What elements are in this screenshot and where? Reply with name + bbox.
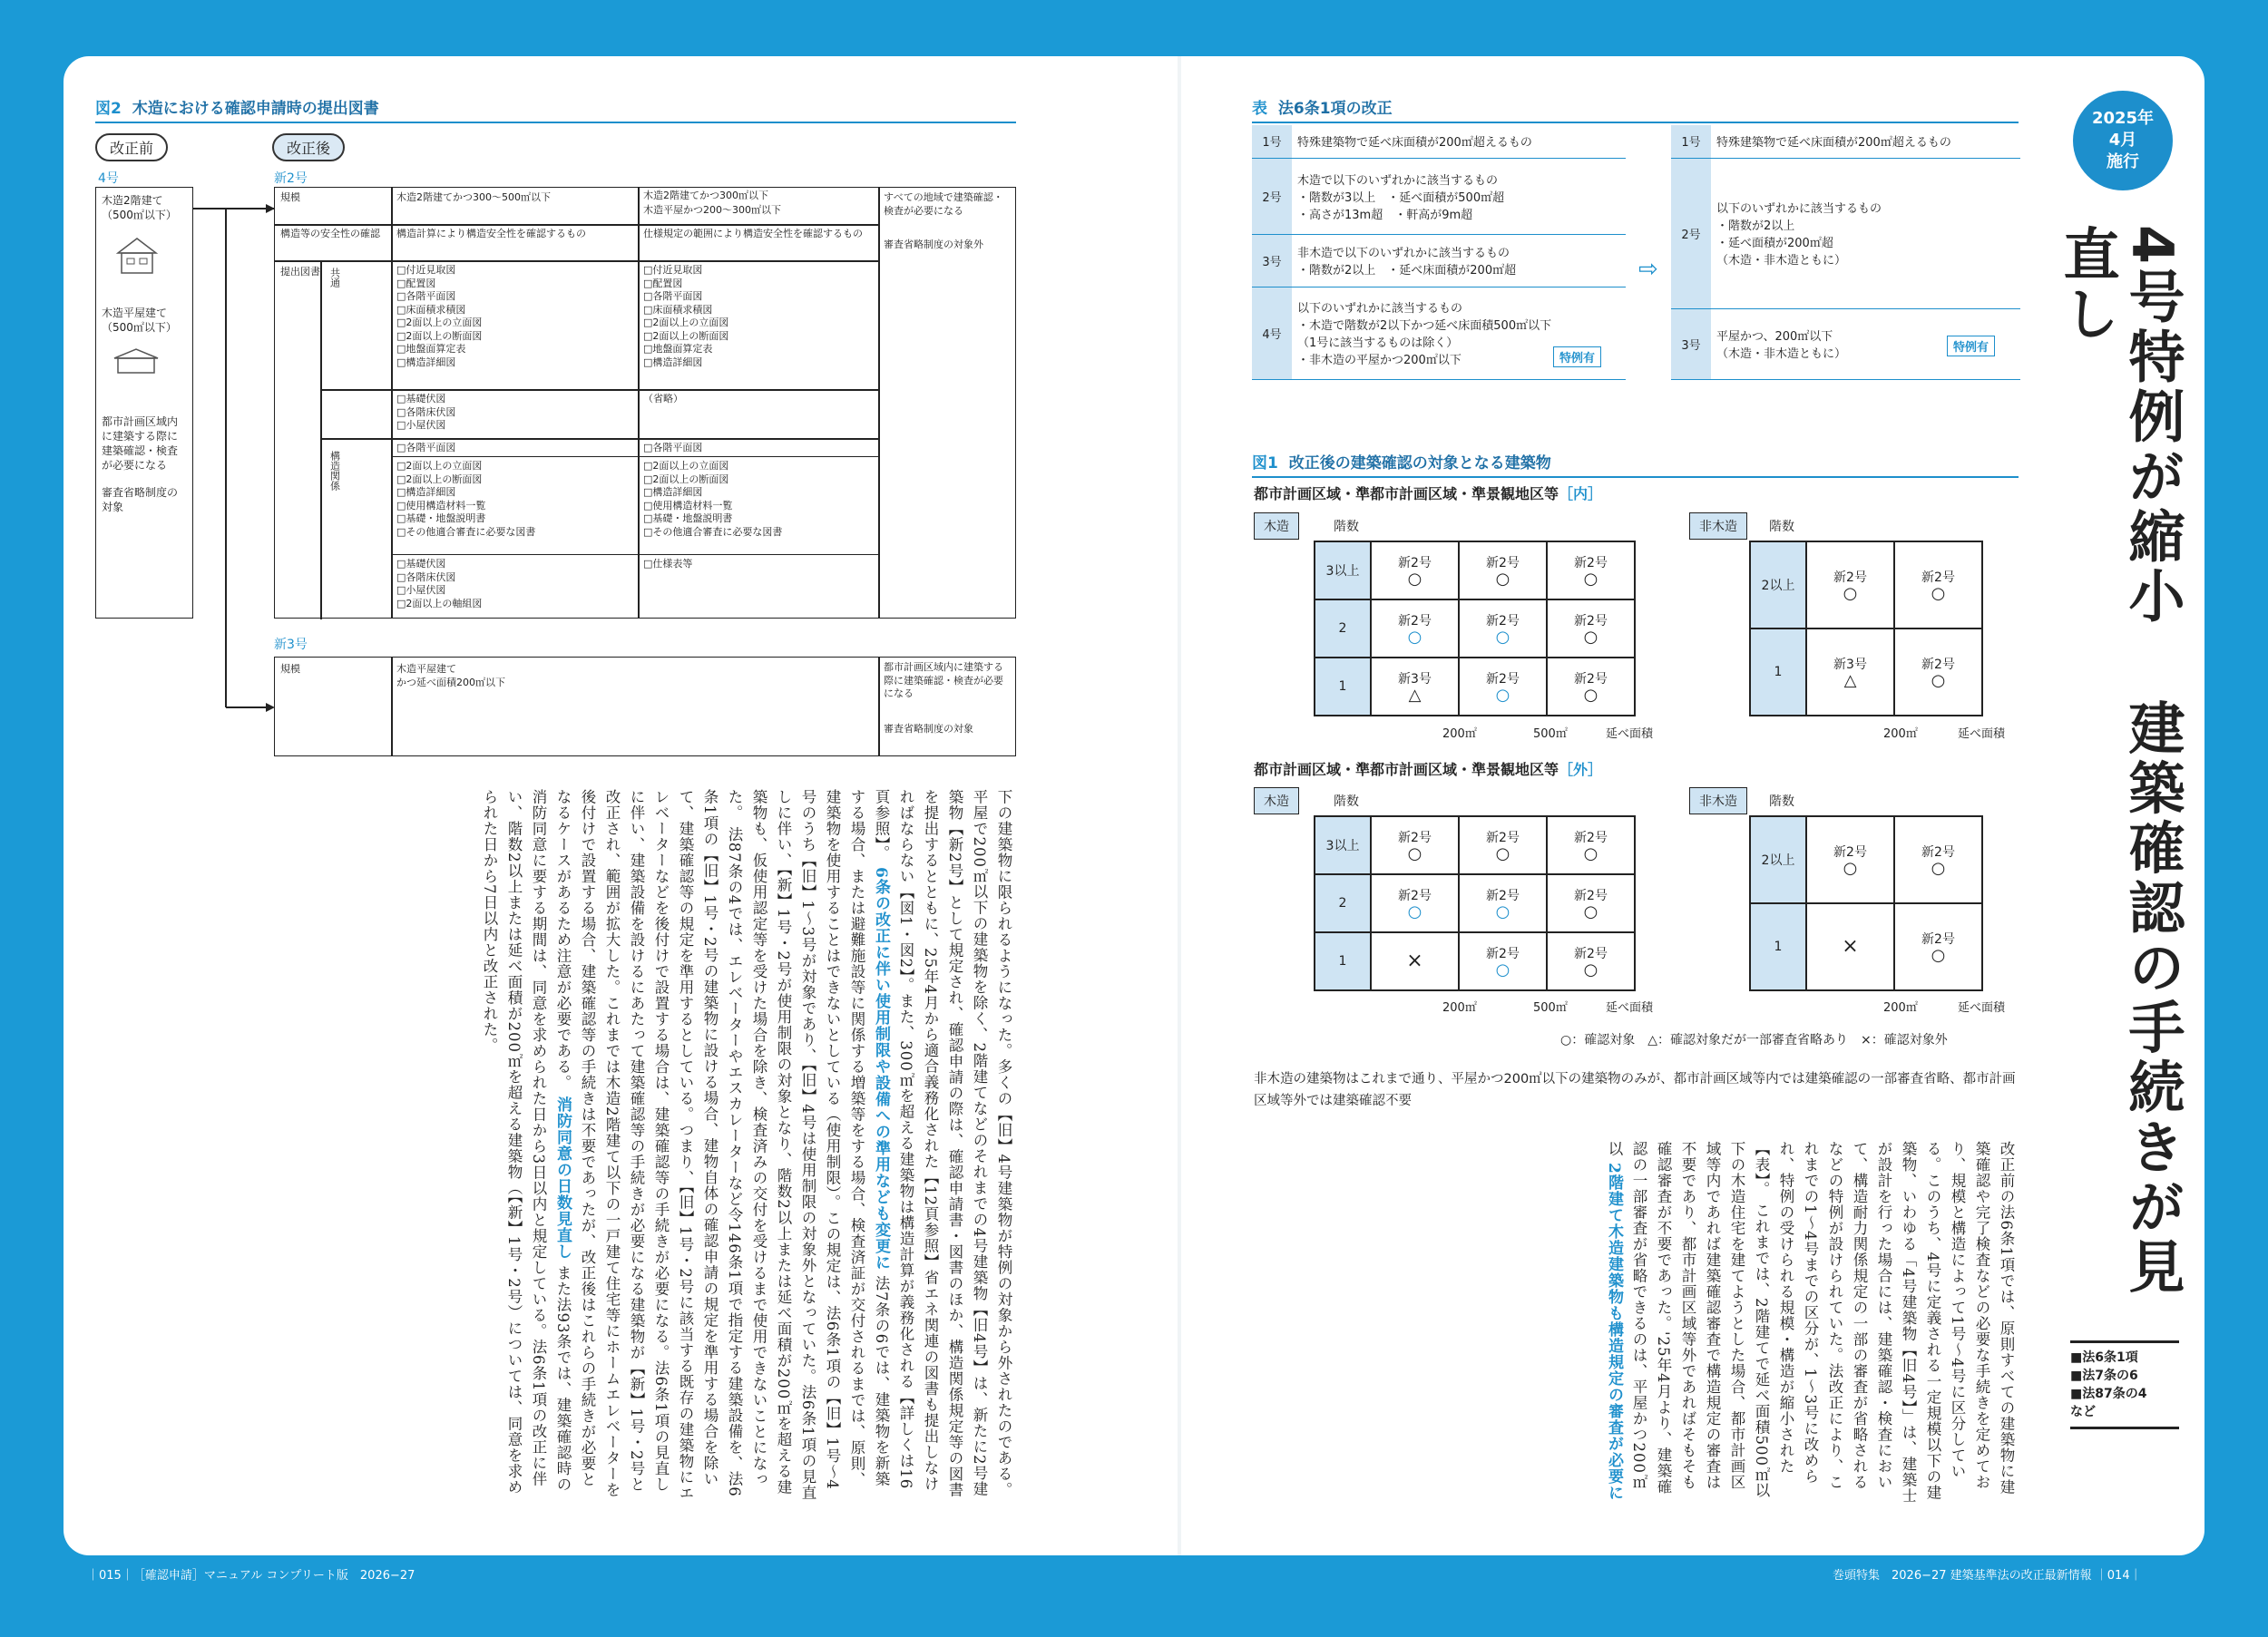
law6-before-table [1252,125,1626,380]
footer-left: ｜015｜［確認申請］マニュアル コンプリート版 2026−27 [87,1569,415,1583]
iw-c: 新2号 [1398,614,1432,628]
in-mark: ［内］ [1559,485,1603,502]
n3-c3a: 都市計画区域内に建築する際に建築確認・検査が必要になる [884,661,1003,699]
ow-m: ○ [1495,844,1510,863]
n2-list-common: □付近見取図 □配置図 □各階平面図 □床面積求積図 □2面以上の立面図 □2面以上の断面図 □地盤面算定表 □構造詳細図 [396,264,483,368]
n2-kibo: 規模 [280,191,300,203]
table-number: 表 [1252,100,1267,118]
arrows [193,181,275,726]
inw-m: △ [1843,671,1857,690]
out-mark: ［外］ [1559,761,1603,778]
inw-m: ○ [1931,671,1946,690]
iw-r2: 2 [1315,599,1371,658]
iw-m: ○ [1583,570,1598,589]
lt-t1: 特殊建築物で延べ床面積が200㎡超えるもの [1292,125,1626,158]
onw-c: 新2号 [1921,932,1955,947]
onw-m: ○ [1843,859,1858,878]
ow-c: 新2号 [1574,831,1608,845]
before-pill: 改正前 [95,133,168,161]
iw-m: ○ [1583,686,1598,705]
ow-r3: 1 [1315,932,1371,990]
iw-m: ○ [1407,570,1422,589]
ow-r2: 2 [1315,874,1371,932]
n2-c2a: 木造2階建てかつ300㎡以下 [643,190,768,201]
badge-month: 4月 [2108,131,2137,150]
left-col4: また法93条では、建築確認時の消防同意に要する期間は、同意を求められた日から3日以内と規定している。法6条1項の改正に伴い、階数2以上または延べ面積が200㎡を超える建築物（【新】1号・2号）については、同意を求められた日から7日以内と改正された。 [481,789,572,1496]
ref-2: ■法7条の6 [2070,1369,2138,1383]
ow-m: ○ [1407,844,1422,863]
onw-c: 新2号 [1921,845,1955,860]
old-d: 審査省略制度の対象 [102,486,179,513]
fig2-heading [95,95,1016,123]
n2-list-fuse: □基礎伏図 □各階床伏図 □小屋伏図 [396,393,456,431]
n2-kozo3: □基礎伏図 □各階床伏図 □小屋伏図 □2面以上の軸組図 [396,558,483,609]
old-4go-label: 4号 [98,171,119,186]
right-body [1252,1141,2019,1504]
rt-n2: 2号 [1671,158,1711,308]
rt-t1: 特殊建築物で延べ床面積が200㎡超えるもの [1711,125,2020,158]
iw-r1: 3以上 [1315,541,1371,599]
iw-x2: 500㎡ [1533,727,1568,741]
fig1-legend: ○：確認対象 △：確認対象だが一部審査省略あり ×：確認対象外 [1560,1033,1948,1047]
in-region-label [1254,482,1602,503]
onw-r2: 1 [1750,903,1806,990]
right-col2: これまでは、2階建てで延べ面積500㎡以下の木造住宅を建てようとした場合、都市計画区域等内であれば建築確認審査で構造規定の審査は不要であり、都市計画区域等外であればそもそも確認審査が不要であった。'25年4月より、建築確認の一部審査が省略できるのは、平屋かつ200㎡以 [1606,1141,1770,1498]
two-story-house-icon [114,235,160,275]
ref-4: など [2070,1405,2096,1419]
in-wood-matrix [1314,541,1636,716]
enforcement-badge [2073,91,2173,190]
inw-x1: 200㎡ [1883,727,1918,741]
n2-kozo2: □2面以上の立面図 □2面以上の断面図 □構造詳細図 □使用構造材料一覧 □基礎・地盤説明書 □その他適合審査に必要な図書 [396,460,536,538]
in-nonwood-matrix [1749,541,1983,716]
table-heading [1252,95,2019,123]
arrow-right-icon: ⇨ [1638,256,1658,283]
iw-x1: 200㎡ [1442,727,1477,741]
n2-c1: 木造2階建てかつ300～500㎡以下 [396,191,551,203]
iw-m: △ [1408,686,1422,705]
table-title: 法6条1項の改正 [1277,100,1393,118]
new3-table [274,657,1016,756]
iw-m: ○ [1495,686,1510,705]
n2-c2b: 木造平屋かつ200～300㎡以下 [643,204,781,216]
left-heading-1: 6条の改正に伴い使用制限や設備への準用なども変更に [872,866,890,1271]
in-nonwood-floors: 階数 [1769,520,1794,534]
out-nonwood-matrix [1749,815,1983,991]
fig2-title: 木造における確認申請時の提出図書 [132,100,379,118]
ow-x1: 200㎡ [1442,1001,1477,1015]
ow-xlab: 延べ面積 [1606,1001,1654,1015]
out-wood-tag: 木造 [1254,787,1299,814]
in-wood-tag: 木造 [1254,512,1299,540]
inw-c: 新3号 [1833,658,1867,672]
ow-m: ○ [1583,844,1598,863]
iw-c: 新3号 [1398,672,1432,687]
fig1-note: 非木造の建築物はこれまで通り、平屋かつ200㎡以下の建築物のみが、都市計画区域等内では建築確認の一部審査省略、都市計画区域等外では建築確認不要 [1254,1072,2016,1108]
title-line1: 4号特例が縮小 [2119,225,2185,628]
inw-r1: 2以上 [1750,541,1806,628]
iw-c: 新2号 [1486,556,1520,570]
rt-n3: 3号 [1671,308,1711,379]
iw-c: 新2号 [1574,614,1608,628]
n2-kozo: 構造関係 [328,451,341,491]
inw-xlab: 延べ面積 [1958,727,2006,741]
lt-n1: 1号 [1252,125,1292,158]
lt-n4: 4号 [1252,287,1292,379]
n2-anzen: 構造等の安全性の確認 [280,228,380,239]
out-wood-floors: 階数 [1334,794,1359,809]
iw-c: 新2号 [1486,672,1520,687]
right-col1: 改正前の法6条1項では、原則すべての建築物に建築確認や完了検査などの必要な手続きを定めており、規模と構造によって1号～4号に区分している。このうち、4号に定義される一定規模以下の建築物、いわゆる「4号建築物【旧4号】」は、建築士が設計を行った場合には、建築確認・検査において、構造耐力関係規定の一部の審査が省略されるなどの特例が設けられていた。法改正により、これまでの1～4号までの区分が、1～3号に改められ、特例の受けられる規模・構造が縮小された【表】。 [1753,1141,2015,1504]
iw-r3: 1 [1315,658,1371,716]
badge-enforce: 施行 [2107,152,2139,171]
inw-c: 新2号 [1921,658,1955,672]
n2-kozo3b: □仕様表等 [643,558,693,570]
ow-m: ○ [1407,902,1422,921]
ow-c: 新2号 [1398,831,1432,845]
ow-m: ○ [1583,960,1598,979]
onw-m: ○ [1931,859,1946,878]
n2-shoryaku: （省略） [643,393,683,404]
left-col1: 下の建築物に限られるようになった。多くの【旧】4号建築物が特例の対象から外されたのである。平屋で200㎡以下の建築物を除く、2階建てなどのそれまでの4号建築物【旧4号】は、新たに2号建築物【新2号】として規定され、確認申請の際は、確認申請書・図書のほか、構造関係規定等の図書を提出するとともに、25年4月から適合義務化された【12頁参照】省エネ関連の図書も提出しなければならない【図1・図2】。また、300㎡を超える建築物は構造計算が義務化される【詳しくは16頁参照】。 [873,789,1012,1498]
n3-c3b: 審査省略制度の対象 [884,723,973,735]
n3-kibo: 規模 [280,663,300,675]
inw-m: ○ [1931,584,1946,603]
ow-c: 新2号 [1574,889,1608,903]
ow-c: 新2号 [1398,889,1432,903]
fig1-number: 図1 [1252,454,1278,473]
ow-c: 新2号 [1486,889,1520,903]
lt-t4: 以下のいずれかに該当するもの ・木造で階数が2以下かつ延べ床面積500㎡以下 （1号に該当するものは除く） ・非木造の平屋かつ200㎡以下 [1292,287,1626,379]
rt-t2: 以下のいずれかに該当するもの ・階数が2以上 ・延べ面積が200㎡超 （木造・非木造ともに） [1711,158,2020,308]
inw-r2: 1 [1750,628,1806,716]
ow-r1: 3以上 [1315,816,1371,874]
n2-kyotsu: 共通 [328,268,341,287]
n3-c1: 木造平屋建て かつ延べ面積200㎡以下 [396,663,505,688]
ow-c: 新2号 [1486,831,1520,845]
onw-xlab: 延べ面積 [1958,1001,2006,1015]
old-4go-box [95,187,193,619]
fig2-number: 図2 [95,100,122,118]
footer-right: 巻頭特集 2026−27 建築基準法の改正最新情報 ｜014｜ [1833,1569,2142,1583]
right-heading-1: 2階建て木造建築物も構造規定の審査が必要に [1605,1162,1623,1501]
inw-m: ○ [1843,584,1858,603]
old-c: 都市計画区域内に建築する際に建築確認・検査が必要になる [102,415,179,472]
old-a1: 木造2階建て [102,194,163,207]
n2-kozo1: □各階平面図 [396,442,456,453]
fig1-title: 改正後の建築確認の対象となる建築物 [1288,454,1551,473]
one-story-house-icon [112,347,160,375]
old-a2: （500㎡以下） [102,209,177,221]
onw-c: 新2号 [1833,845,1867,860]
n2-anzen1: 構造計算により構造安全性を確認するもの [396,228,586,239]
ow-m: × [1406,950,1423,972]
iw-c: 新2号 [1574,672,1608,687]
n2-teishutsu: 提出図書 [280,266,320,278]
new-2go-label: 新2号 [274,171,308,186]
iw-m: ○ [1407,628,1422,647]
old-b2: （500㎡以下） [102,321,177,334]
n2-shinsa: 審査省略制度の対象外 [884,239,983,250]
n2-list-common2: □付近見取図 □配置図 □各階平面図 □床面積求積図 □2面以上の立面図 □2面以上の断面図 □地盤面算定表 □構造詳細図 [643,264,729,368]
n2-kozo2b: □2面以上の立面図 □2面以上の断面図 □構造詳細図 □使用構造材料一覧 □基礎・地盤説明書 □その他適合審査に必要な図書 [643,460,783,538]
iw-m: ○ [1495,570,1510,589]
badge-year: 2025年 [2091,109,2155,128]
onw-x1: 200㎡ [1883,1001,1918,1015]
n2-c3: すべての地域で建築確認・検査が必要になる [884,191,1003,217]
iw-m: ○ [1495,628,1510,647]
left-col2: 法7条の6では、建築物を新築する場合、または避難施設等に関係する増築等をする場合、検査済証が交付されるまでは、原則、建築物を使用することはできないとしている（使用制限）。この規定は、法6条1項の【旧】1号～4号のうち【旧】1～3号が対象であり、【旧】4号は使用制限の対象外となっていた。法6条1項の見直しに伴い、【新】1号・2号が使用制限の対象となり、階数2以上または延べ面積が200㎡を超える建築物も、仮使用認定等を受けた場合を除き、検査済みの交付を受けるまで使用できないことになった。 [726,789,890,1501]
ow-m: ○ [1495,960,1510,979]
out-label: 都市計画区域・準都市計画区域・準景観地区等 [1254,761,1559,778]
new-3go-label: 新3号 [274,638,308,652]
left-body [98,789,1016,1501]
new2-table [274,187,1016,619]
fig1-heading [1252,450,2019,478]
main-title [2054,225,2185,1340]
onw-r1: 2以上 [1750,816,1806,903]
iw-c: 新2号 [1574,556,1608,570]
ow-c: 新2号 [1486,947,1520,961]
iw-m: ○ [1583,628,1598,647]
ow-x2: 500㎡ [1533,1001,1568,1015]
ref-1: ■法6条1項 [2070,1350,2138,1365]
old-b1: 木造平屋建て [102,307,168,319]
inw-c: 新2号 [1833,570,1867,585]
n2-anzen2: 仕様規定の範囲により構造安全性を確認するもの [643,228,863,239]
ref-3: ■法87条の4 [2070,1387,2147,1401]
inw-c: 新2号 [1921,570,1955,585]
tokurei-tag-left: 特例有 [1553,346,1601,367]
n2-kozo1b: □各階平面図 [643,442,703,453]
in-nonwood-tag: 非木造 [1689,512,1747,540]
title-line2: 建築確認の手続きが見直し [2054,225,2185,1298]
out-nonwood-floors: 階数 [1769,794,1794,809]
left-col3: 法87条の4では、エレベーターやエスカレーターなど令146条1項で指定する建築設備を、法6条1項の【旧】1号・2号の建築物に設ける場合、建物自体の確認申請の規定を準用する場合を除いて、建築確認等の規定を準用するとしている。つまり、【旧】1号・2号に該当する既存の建築物にエレベーターなどを後付けで設置する場合は、建築確認等の手続きが必要になる。法6条1項の見直しに伴い、建築設備を設けるにあたって建築確認等の手続きが必要になる建築物が【新】1号・2号と改正され、範囲が拡大した。これまでは木造2階建て以下の一戸建て住宅等にホームエレベーターを後付けで設置する場合、建築確認等の手続きは不要であったが、改正後はこれらの手続きが必要となるケースがあるため注意が必要である。 [554,789,743,1501]
out-region-label [1254,758,1602,779]
gutter [1178,56,1181,1555]
tokurei-tag-right: 特例有 [1947,336,1995,356]
out-nonwood-tag: 非木造 [1689,787,1747,814]
ow-c: 新2号 [1574,947,1608,961]
lt-n3: 3号 [1252,234,1292,287]
in-wood-floors: 階数 [1334,520,1359,534]
lt-t2: 木造で以下のいずれかに該当するもの ・階数が3以上 ・延べ面積が500㎡超 ・高さが13m超 ・軒高が9m超 [1292,158,1626,234]
iw-c: 新2号 [1486,614,1520,628]
after-pill: 改正後 [272,133,345,161]
out-wood-matrix [1314,815,1636,991]
ow-m: ○ [1583,902,1598,921]
lt-t3: 非木造で以下のいずれかに該当するもの ・階数が2以上 ・延べ床面積が200㎡超 [1292,234,1626,287]
rt-n1: 1号 [1671,125,1711,158]
iw-c: 新2号 [1398,556,1432,570]
onw-m: ○ [1931,946,1946,965]
ow-m: ○ [1495,902,1510,921]
onw-m: × [1842,935,1859,958]
iw-xlab: 延べ面積 [1606,727,1654,741]
left-heading-2: 消防同意の日数見直し [553,1096,572,1260]
law-refs [2070,1340,2179,1429]
lt-n2: 2号 [1252,158,1292,234]
rt-t3: 平屋かつ、200㎡以下 （木造・非木造ともに） [1711,308,2020,379]
in-label: 都市計画区域・準都市計画区域・準景観地区等 [1254,485,1559,502]
